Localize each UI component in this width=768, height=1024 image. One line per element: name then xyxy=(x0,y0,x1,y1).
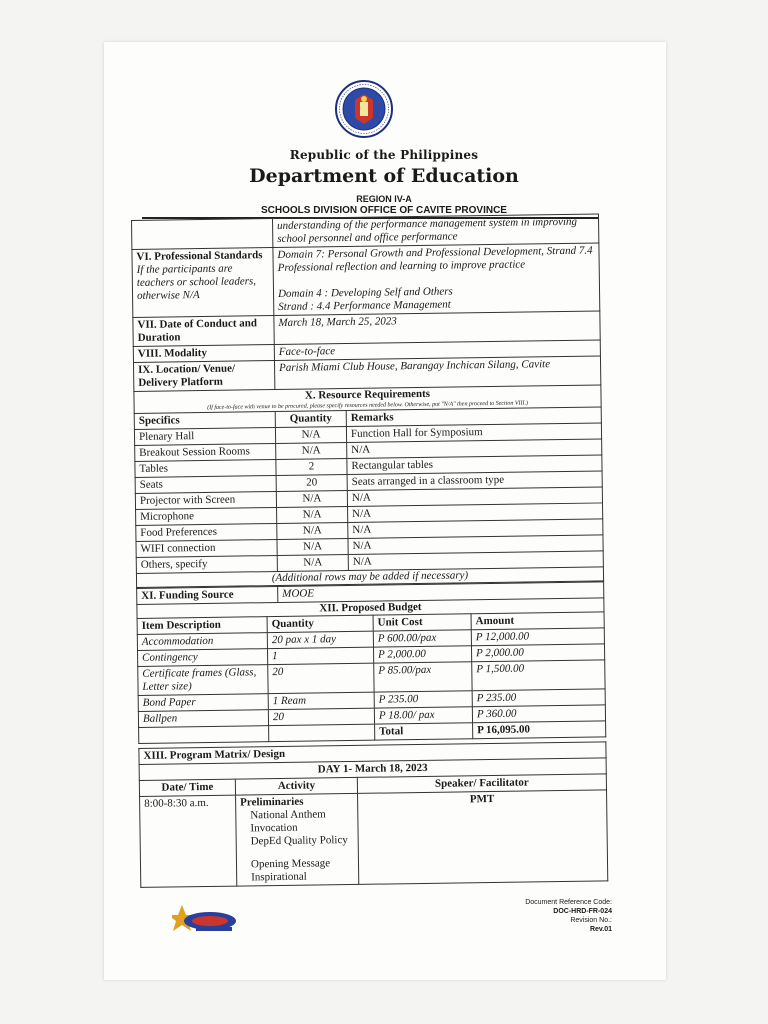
quantity-header: Quantity xyxy=(275,411,346,428)
unit-cost-header: Unit Cost xyxy=(373,614,471,631)
resource-qty: N/A xyxy=(276,443,347,460)
program-table xyxy=(138,741,608,888)
strand4-text: Strand : 4.4 Performance Management xyxy=(278,298,451,313)
form-document xyxy=(131,213,608,887)
resources-table xyxy=(134,406,604,574)
funding-value: MOOE xyxy=(278,582,604,603)
budget-qty: 1 xyxy=(267,647,373,664)
budget-amount: P 2,000.00 xyxy=(471,644,604,662)
resource-remarks: N/A xyxy=(348,551,603,571)
program-row xyxy=(140,790,608,888)
location-value: Parish Miami Club House, Barangay Inchican Silang, Cavite xyxy=(274,356,600,390)
resource-spec: Projector with Screen xyxy=(135,491,276,509)
region-heading: REGION IV-A xyxy=(356,194,412,204)
budget-amount: P 235.00 xyxy=(472,689,605,707)
budget-amount: P 12,000.00 xyxy=(471,628,604,646)
activity-item: Inspirational xyxy=(251,870,307,884)
budget-table xyxy=(137,611,607,744)
funding-label: XI. Funding Source xyxy=(137,586,278,604)
professional-standards-row xyxy=(132,243,600,318)
budget-title: XII. Proposed Budget xyxy=(136,598,604,618)
date-conduct-value: March 18, March 25, 2023 xyxy=(274,311,600,345)
activity-item: Opening Message xyxy=(250,857,331,871)
resources-title: X. Resource Requirements xyxy=(133,385,601,405)
budget-unit: P 85.00/pax xyxy=(374,662,472,692)
activity-item: DepEd Quality Policy xyxy=(250,834,348,848)
budget-qty: 20 pax x 1 day xyxy=(267,631,373,648)
program-day: DAY 1- March 18, 2023 xyxy=(139,758,606,781)
resource-qty: 2 xyxy=(276,459,347,476)
document-reference xyxy=(525,898,612,934)
resource-remarks: Function Hall for Symposium xyxy=(346,423,601,443)
resource-qty: 20 xyxy=(276,475,347,492)
resource-spec: Tables xyxy=(135,460,276,478)
remarks-header: Remarks xyxy=(346,407,601,427)
budget-qty: 20 xyxy=(268,663,374,693)
resource-remarks: Seats arranged in a classroom type xyxy=(347,471,602,491)
resource-spec: Others, specify xyxy=(136,555,277,573)
additional-rows-note: (Additional rows may be added if necessary) xyxy=(136,567,604,588)
budget-unit: P 2,000.00 xyxy=(373,646,471,663)
professional-standards-sub: If the participants are teachers or school leaders, otherwise N/A xyxy=(136,262,257,302)
total-value: P 16,095.00 xyxy=(473,721,606,739)
resource-spec: Seats xyxy=(135,475,276,493)
budget-item: Bond Paper xyxy=(138,694,268,712)
budget-unit: P 235.00 xyxy=(374,691,472,708)
republic-heading: Republic of the Philippines xyxy=(289,148,479,162)
budget-amount: P 1,500.00 xyxy=(472,660,605,691)
resource-qty: N/A xyxy=(277,523,348,540)
resource-remarks: Rectangular tables xyxy=(347,455,602,475)
resource-remarks: N/A xyxy=(348,503,603,523)
modality-value: Face-to-face xyxy=(274,340,600,361)
budget-amount: P 360.00 xyxy=(472,705,605,723)
program-title: XIII. Program Matrix/ Design xyxy=(139,742,606,765)
resource-qty: N/A xyxy=(277,555,348,572)
budget-qty-header: Quantity xyxy=(267,615,373,632)
budget-unit: P 18.00/ pax xyxy=(374,707,472,724)
revision-code: Rev.01 xyxy=(589,926,612,933)
resource-remarks: N/A xyxy=(348,519,603,539)
deped-seal-icon xyxy=(335,80,393,138)
date-conduct-label: VII. Date of Conduct and Duration xyxy=(133,316,274,347)
continuation-text: understanding of the performance management system in improving school personnel and office performance xyxy=(272,214,598,248)
division-logo-icon xyxy=(172,897,242,939)
resource-qty: N/A xyxy=(277,539,348,556)
budget-qty: 1 Ream xyxy=(268,692,374,709)
activity-item: Invocation xyxy=(250,821,298,835)
activity-item: National Anthem xyxy=(250,808,326,822)
reference-label: Document Reference Code: xyxy=(525,899,612,906)
revision-label: Revision No.: xyxy=(570,917,612,924)
modality-label: VIII. Modality xyxy=(133,345,274,363)
resources-note: (If face-to-face with venue to be procured, please specify resources needed below. Otherwise, put "N/A" then proceed to Section VIII.) xyxy=(134,398,602,413)
amount-header: Amount xyxy=(471,612,604,630)
item-header: Item Description xyxy=(137,617,267,635)
office-heading: SCHOOLS DIVISION OFFICE OF CAVITE PROVINCE xyxy=(261,205,507,216)
info-table xyxy=(131,213,601,392)
location-label: IX. Location/ Venue/ Delivery Platform xyxy=(133,361,274,392)
resource-remarks: N/A xyxy=(348,535,603,555)
resource-qty: N/A xyxy=(277,507,348,524)
program-speaker: PMT xyxy=(358,790,608,884)
budget-unit: P 600.00/pax xyxy=(373,630,471,647)
resource-qty: N/A xyxy=(275,427,346,444)
specifics-header: Specifics xyxy=(134,412,275,430)
budget-item: Accommodation xyxy=(137,633,267,651)
resource-spec: Food Preferences xyxy=(136,523,277,541)
activity-title: Preliminaries xyxy=(240,795,304,809)
program-time: 8:00-8:30 a.m. xyxy=(140,795,237,887)
resource-spec: WIFI connection xyxy=(136,539,277,557)
domain7-text: Domain 7: Personal Growth and Professional Development, Strand 7.4 Professional reflection and learning to improve practice xyxy=(277,244,593,274)
resource-qty: N/A xyxy=(276,491,347,508)
budget-qty: 20 xyxy=(268,708,374,725)
department-heading: Department of Education xyxy=(249,165,519,187)
time-header: Date/ Time xyxy=(139,779,235,796)
professional-standards-label: VI. Professional Standards xyxy=(136,249,263,263)
resource-remarks: N/A xyxy=(347,439,602,459)
speaker-header: Speaker/ Facilitator xyxy=(357,774,606,793)
reference-code: DOC-HRD-FR-024 xyxy=(553,908,612,915)
total-label: Total xyxy=(375,723,473,740)
activity-header: Activity xyxy=(235,777,357,795)
resource-spec: Breakout Session Rooms xyxy=(135,444,276,462)
resource-remarks: N/A xyxy=(347,487,602,507)
resource-spec: Plenary Hall xyxy=(134,428,275,446)
budget-item: Ballpen xyxy=(138,710,268,728)
resource-spec: Microphone xyxy=(136,507,277,525)
domain4-text: Domain 4 : Developing Self and Others xyxy=(277,285,453,300)
budget-item: Certificate frames (Glass, Letter size) xyxy=(138,665,268,696)
budget-item: Contingency xyxy=(138,649,268,667)
